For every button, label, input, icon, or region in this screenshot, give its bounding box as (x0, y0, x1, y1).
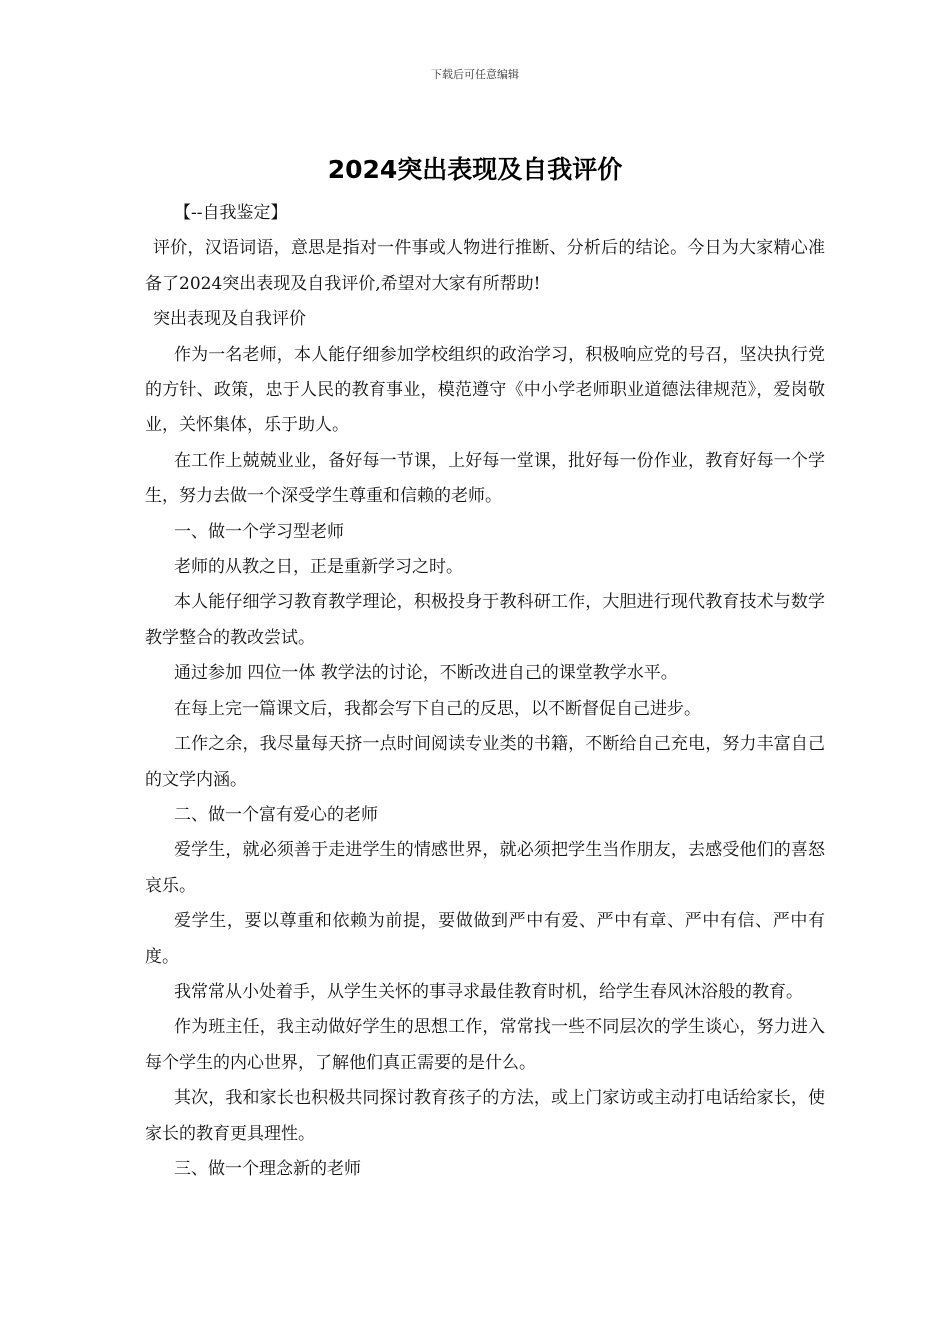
paragraph-subtitle: 突出表现及自我评价 (153, 309, 306, 330)
paragraph: 其次，我和家长也积极共同探讨教育孩子的方法，或上门家访或主动打电话给家长，使家长的教育更具理性。 (145, 1088, 825, 1144)
page-title: 2024突出表现及自我评价 (327, 155, 623, 184)
paragraph: 作为一名老师，本人能仔细参加学校组织的政治学习，积极响应党的号召，坚决执行党的方针、政策，忠于人民的教育事业，模范遵守《中小学老师职业道德法律规范》，爱岗敬业，关怀集体，乐于助人。 (145, 344, 825, 436)
page-header-note: 下载后可任意编辑 (431, 68, 519, 81)
paragraph: 本人能仔细学习教育教学理论，积极投身于教科研工作，大胆进行现代教育技术与数学教学整合的教改尝试。 (145, 592, 825, 648)
section-heading-3: 三、做一个理念新的老师 (174, 1158, 361, 1179)
section-heading-1: 一、做一个学习型老师 (174, 521, 344, 542)
paragraph: 作为班主任，我主动做好学生的思想工作，常常找一些不同层次的学生谈心，努力进入每个学生的内心世界，了解他们真正需要的是什么。 (145, 1017, 825, 1073)
paragraph: 通过参加 四位一体 教学法的讨论，不断改进自己的课堂教学水平。 (174, 663, 678, 684)
paragraph: 爱学生，就必须善于走进学生的情感世界，就必须把学生当作朋友，去感受他们的喜怒哀乐。 (145, 840, 825, 896)
paragraph: 在每上完一篇课文后，我都会写下自己的反思，以不断督促自己进步。 (174, 698, 701, 719)
document-body (145, 196, 825, 1187)
paragraph: 我常常从小处着手，从学生关怀的事寻求最佳教育时机，给学生春风沐浴般的教育。 (174, 981, 803, 1002)
section-heading-2: 二、做一个富有爱心的老师 (174, 804, 378, 825)
paragraph: 爱学生，要以尊重和依赖为前提，要做做到严中有爱、严中有章、严中有信、严中有度。 (145, 911, 825, 967)
paragraph: 在工作上兢兢业业，备好每一节课，上好每一堂课，批好每一份作业，教育好每一个学生，努力去做一个深受学生尊重和信赖的老师。 (145, 450, 825, 507)
paragraph-section-tag: 【--自我鉴定】 (174, 203, 288, 223)
paragraph-intro: 评价，汉语词语，意思是指对一件事或人物进行推断、分析后的结论。今日为大家精心准备了2024突出表现及自我评价,希望对大家有所帮助! (145, 238, 825, 294)
paragraph: 老师的从教之日，正是重新学习之时。 (174, 557, 463, 578)
paragraph: 工作之余，我尽量每天挤一点时间阅读专业类的书籍，不断给自己充电，努力丰富自己的文学内涵。 (145, 734, 825, 790)
